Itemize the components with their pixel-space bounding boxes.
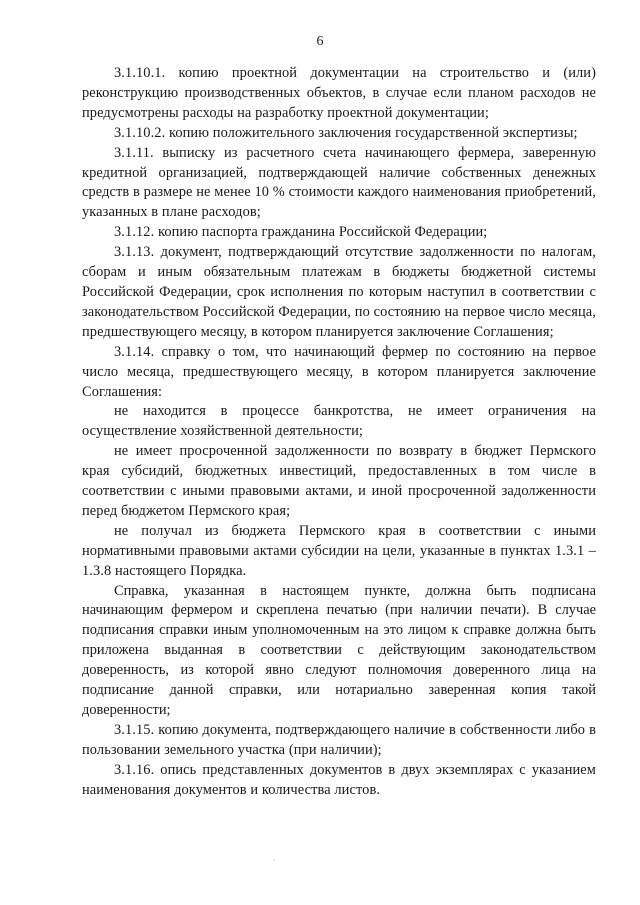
condition-no-overdue-debt: не имеет просроченной задолженности по возврату в бюджет Пермского края субсидий, бюджетных инвестиций, предоставленных в том числе в соответствии с иными правовыми актами, и иной просроченной задолженности перед бюджетом Пермского края; xyxy=(82,443,596,519)
page-number: 6 xyxy=(316,34,324,49)
paragraph-3-1-11: 3.1.11. выписку из расчетного счета начинающего фермера, заверенную кредитной организацией, подтверждающей наличие собственных денежных средств в размере не менее 10 % стоимости каждого наименования приобретений, указанных в плане расходов; xyxy=(82,144,596,221)
condition-not-bankrupt: не находится в процессе банкротства, не имеет ограничения на осуществление хозяйственной деятельности; xyxy=(82,403,596,440)
document-body xyxy=(82,64,596,801)
scan-artifact-mark: ˙ xyxy=(272,858,275,868)
paragraph-3-1-10-1: 3.1.10.1. копию проектной документации на строительство и (или) реконструкцию производственных объектов, в случае если планом расходов не предусмотрены расходы на разработку проектной документации; xyxy=(82,65,596,121)
paragraph-certificate-signing: Справка, указанная в настоящем пункте, должна быть подписана начинающим фермером и скреплена печатью (при наличии печати). В случае подписания справки иным уполномоченным на это лицом к справке должна быть приложена выданная в соответствии с действующим законодательством доверенность, из которой явно следуют полномочия доверенного лица на подписание данной справки, или нотариально заверенная копия такой доверенности; xyxy=(82,582,596,718)
paragraph-3-1-15: 3.1.15. копию документа, подтверждающего наличие в собственности либо в пользовании земельного участка (при наличии); xyxy=(82,721,596,758)
paragraph-3-1-16: 3.1.16. опись представленных документов в двух экземплярах с указанием наименования документов и количества листов. xyxy=(82,761,596,798)
paragraph-3-1-14: 3.1.14. справку о том, что начинающий фермер по состоянию на первое число месяца, предшествующего месяцу, в котором планируется заключение Соглашения: xyxy=(82,343,596,400)
condition-no-subsidies: не получал из бюджета Пермского края в соответствии с иными нормативными правовыми актами субсидии на цели, указанные в пунктах 1.3.1 – 1.3.8 настоящего Порядка. xyxy=(82,522,596,579)
paragraph-3-1-10-2: 3.1.10.2. копию положительного заключения государственной экспертизы; xyxy=(114,124,578,141)
paragraph-3-1-12: 3.1.12. копию паспорта гражданина Российской Федерации; xyxy=(114,224,488,241)
paragraph-3-1-13: 3.1.13. документ, подтверждающий отсутствие задолженности по налогам, сборам и иным обязательным платежам в бюджеты бюджетной системы Российской Федерации, срок исполнения по которым наступил в соответствии с законодательством Российской Федерации, по состоянию на первое число месяца, предшествующего месяцу, в котором планируется заключение Соглашения; xyxy=(82,244,596,340)
